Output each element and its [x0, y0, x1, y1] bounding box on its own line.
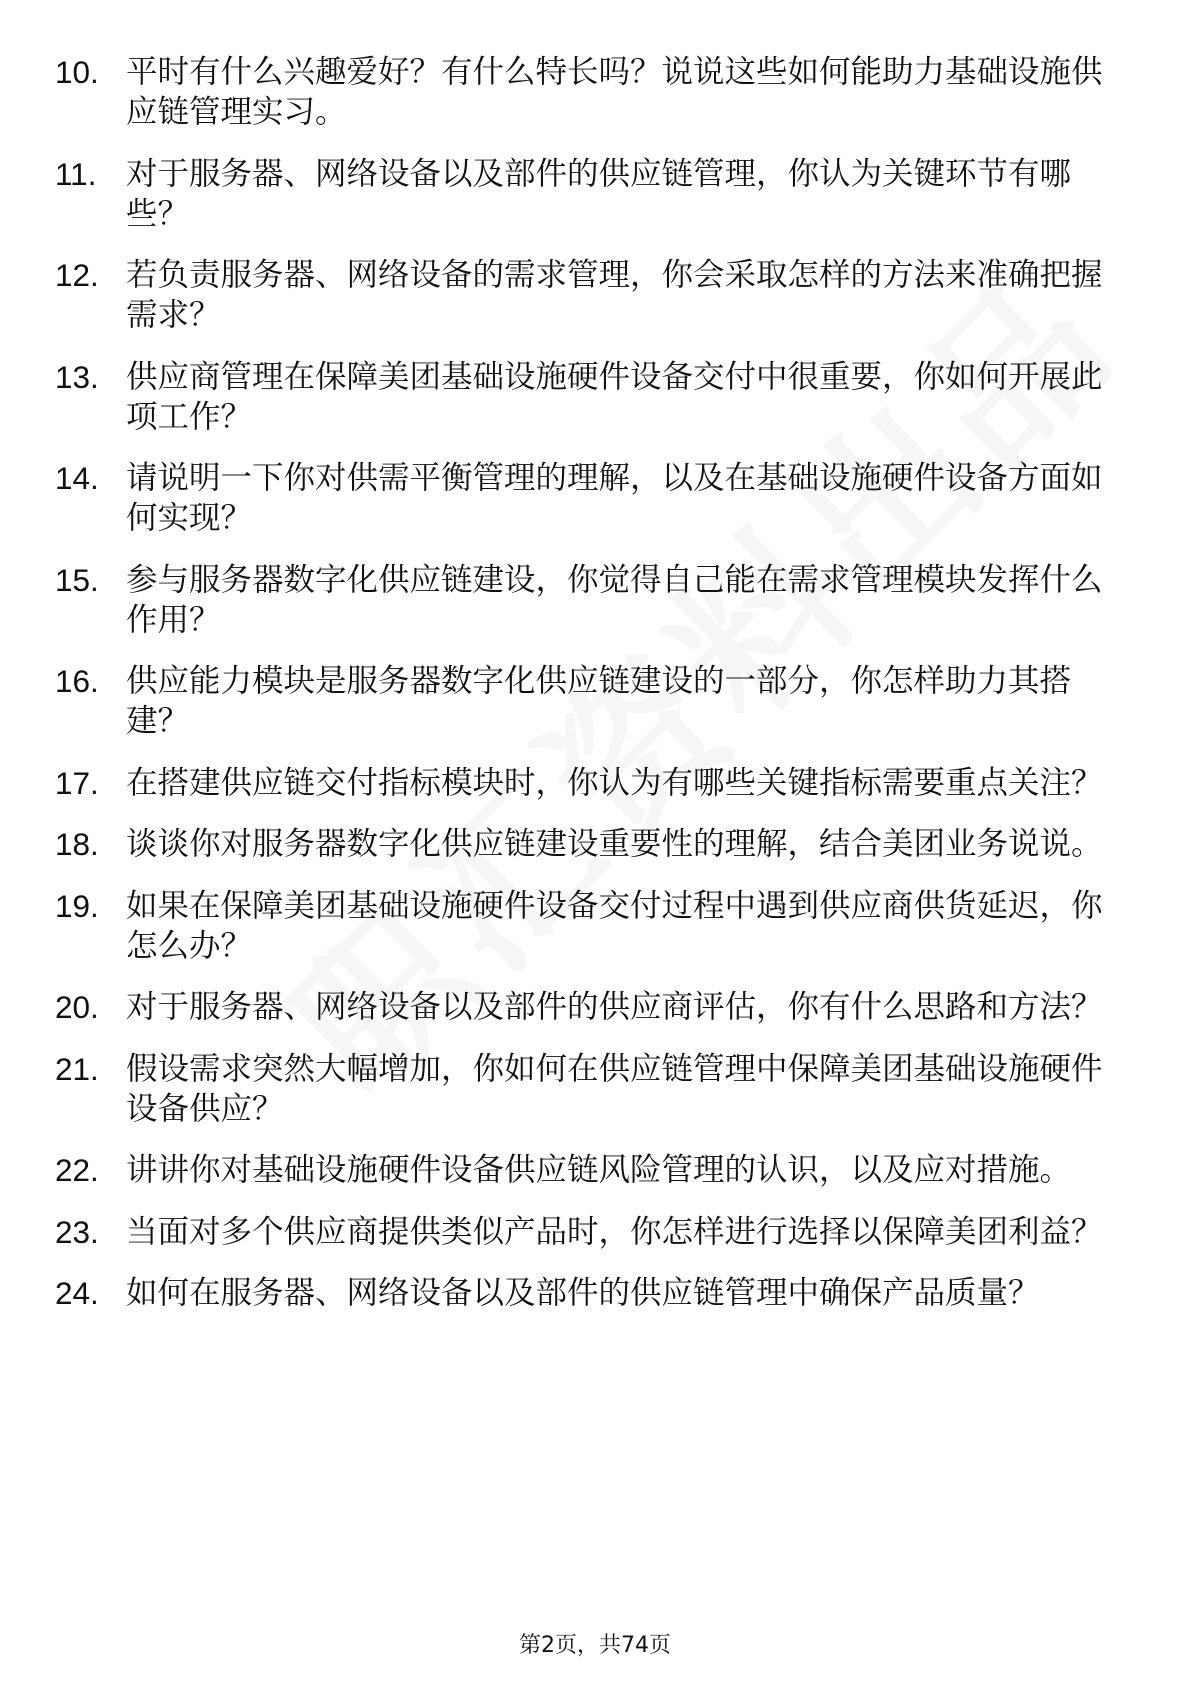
question-text: 供应商管理在保障美团基础设施硬件设备交付中很重要，你如何开展此项工作？	[126, 358, 1103, 435]
question-number: 19.	[55, 887, 99, 924]
question-item	[55, 458, 1125, 538]
question-item	[55, 886, 1125, 966]
question-text: 谈谈你对服务器数字化供应链建设重要性的理解，结合美团业务说说。	[126, 826, 1103, 862]
question-number: 17.	[55, 764, 99, 801]
question-text: 讲讲你对基础设施硬件设备供应链风险管理的认识，以及应对措施。	[126, 1152, 1072, 1188]
question-item	[55, 661, 1125, 741]
question-item	[55, 987, 1125, 1027]
question-text: 在搭建供应链交付指标模块时，你认为有哪些关键指标需要重点关注？	[126, 764, 1103, 801]
question-text: 平时有什么兴趣爱好？有什么特长吗？说说这些如何能助力基础设施供应链管理实习。	[126, 54, 1103, 130]
question-item	[55, 560, 1125, 640]
question-item	[55, 1273, 1125, 1313]
question-text: 参与服务器数字化供应链建设，你觉得自己能在需求管理模块发挥什么作用？	[126, 561, 1103, 638]
question-item	[55, 357, 1125, 437]
question-text: 若负责服务器、网络设备的需求管理，你会采取怎样的方法来准确把握需求？	[126, 257, 1103, 333]
question-number: 24.	[55, 1275, 99, 1311]
question-number: 23.	[55, 1213, 99, 1250]
question-number: 16.	[55, 663, 99, 699]
question-number: 13.	[55, 358, 99, 395]
page-number: 第2页，共74页	[519, 1633, 671, 1658]
question-text: 假设需求突然大幅增加，你如何在供应链管理中保障美团基础设施硬件设备供应？	[126, 1050, 1103, 1127]
question-item	[55, 154, 1125, 234]
question-number: 22.	[55, 1152, 99, 1188]
question-item	[55, 52, 1125, 132]
question-item	[55, 255, 1125, 335]
question-list	[55, 52, 1125, 1335]
question-number: 14.	[55, 460, 99, 496]
question-text: 请说明一下你对供需平衡管理的理解，以及在基础设施硬件设备方面如何实现？	[126, 460, 1103, 536]
question-item	[55, 1212, 1125, 1252]
question-number: 11.	[55, 155, 97, 192]
question-number: 12.	[55, 257, 99, 293]
question-item	[55, 824, 1125, 864]
question-text: 对于服务器、网络设备以及部件的供应商评估，你有什么思路和方法？	[126, 989, 1103, 1025]
question-number: 15.	[55, 561, 99, 598]
question-item	[55, 763, 1125, 803]
question-number: 18.	[55, 826, 99, 862]
question-text: 如果在保障美团基础设施硬件设备交付过程中遇到供应商供货延迟，你怎么办？	[126, 887, 1103, 964]
question-item	[55, 1049, 1125, 1129]
question-text: 当面对多个供应商提供类似产品时，你怎样进行选择以保障美团利益？	[126, 1213, 1103, 1250]
question-text: 供应能力模块是服务器数字化供应链建设的一部分，你怎样助力其搭建？	[126, 663, 1072, 739]
question-number: 20.	[55, 989, 99, 1025]
question-text: 如何在服务器、网络设备以及部件的供应链管理中确保产品质量？	[126, 1275, 1040, 1311]
question-text: 对于服务器、网络设备以及部件的供应链管理，你认为关键环节有哪些？	[126, 155, 1072, 232]
question-number: 21.	[55, 1050, 99, 1087]
question-number: 10.	[55, 54, 99, 90]
question-item	[55, 1150, 1125, 1190]
